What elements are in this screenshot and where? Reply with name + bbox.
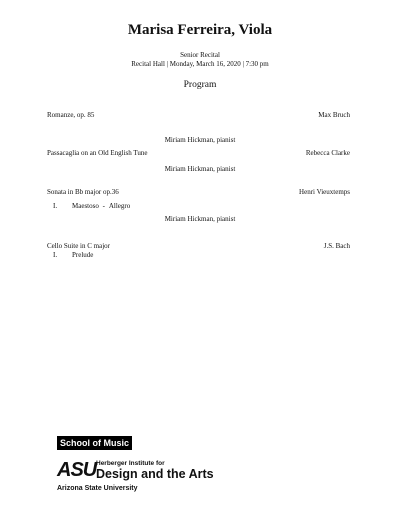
piece-title: Sonata in Bb major op.36 [47,188,119,196]
institute-name-line2: Design and the Arts [96,467,214,481]
movement-line [53,251,93,259]
movement-tempo: Prelude [72,251,94,259]
asu-logo-mark: ASU [57,459,97,481]
piece-title: Romanze, op. 85 [47,111,95,119]
piece-title: Cello Suite in C major [47,242,110,250]
program-item-romanze [47,111,350,119]
composer: Henri Vieuxtemps [299,188,350,196]
movement-number: I. [53,251,58,259]
movement-number: I. [53,202,58,210]
recital-details: Recital Hall | Monday, March 16, 2020 | 7:30 pm [131,60,269,68]
pianist-credit: Miriam Hickman, pianist [164,136,236,144]
composer: Max Bruch [318,111,350,119]
movement-tempo: Maestoso [72,202,99,210]
composer: J.S. Bach [323,242,350,250]
recital-title: Marisa Ferreira, Viola [127,22,273,38]
pianist-credit: Miriam Hickman, pianist [164,165,236,173]
program-item-passacaglia [47,149,350,157]
program-item-sonata [47,188,350,196]
composer: Rebecca Clarke [305,149,350,157]
school-of-music-badge: School of Music [57,436,132,450]
pianist-credit: Miriam Hickman, pianist [164,215,236,223]
recital-subtitle: Senior Recital [180,51,220,59]
program-heading: Program [183,80,217,90]
program-item-cello-suite [47,242,350,250]
piece-title: Passacaglia on an Old English Tune [47,149,148,157]
movement-separator: - [102,202,106,210]
movement-line [53,202,130,210]
institute-name-line1: Herberger Institute for [96,460,165,467]
university-name: Arizona State University [57,485,138,492]
movement-tempo: Allegro [108,202,131,210]
